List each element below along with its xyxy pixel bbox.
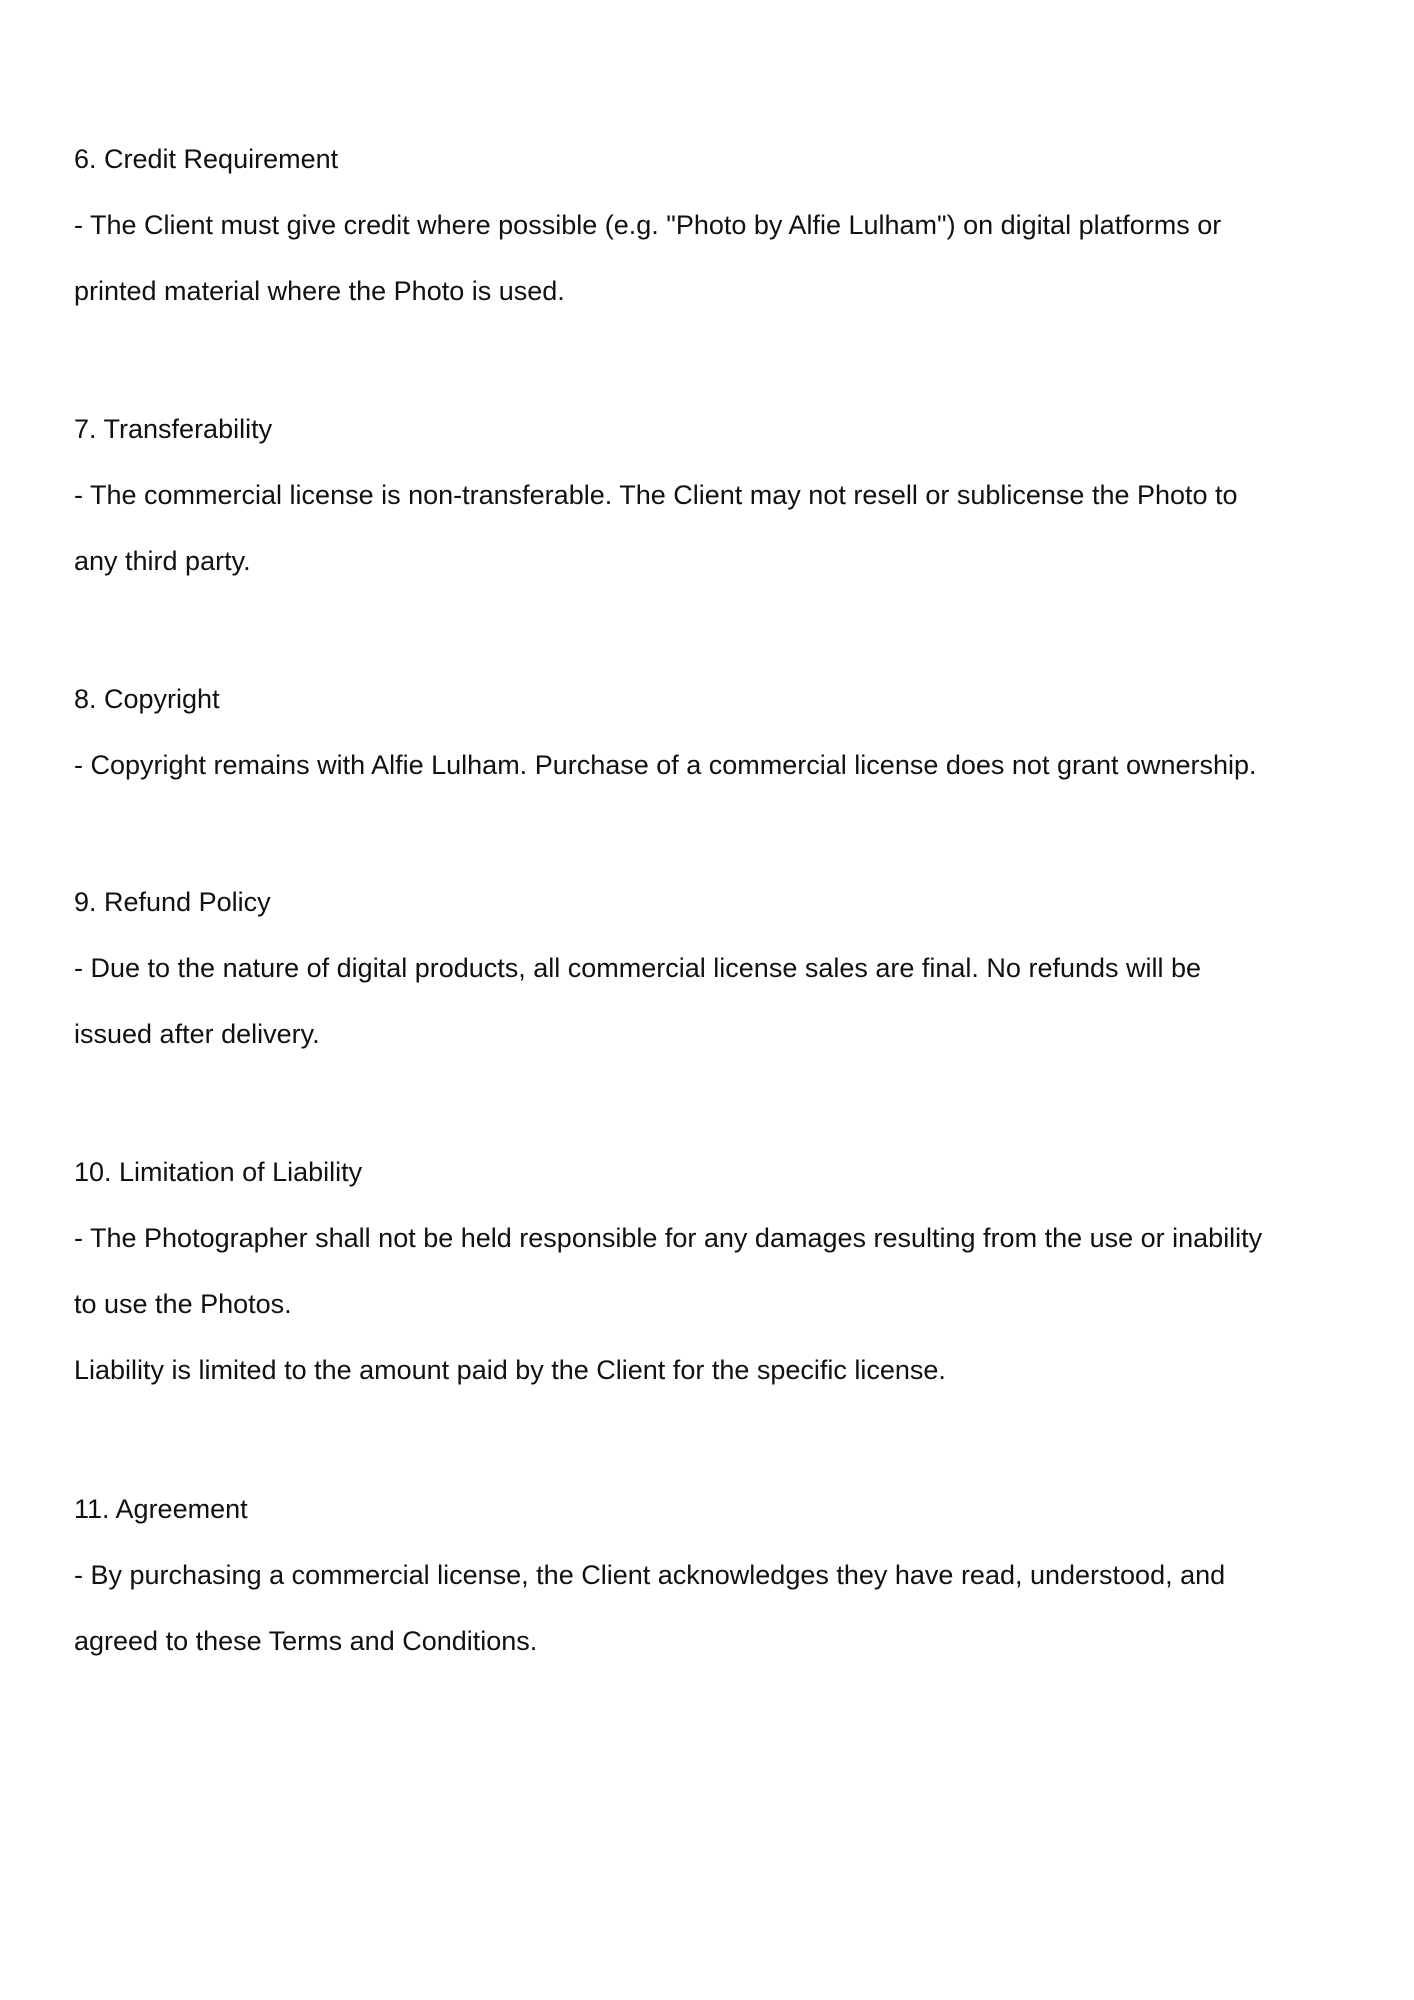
- section-text-line: - Due to the nature of digital products, all commercial license sales are final. No refunds will be: [74, 953, 1202, 983]
- section-heading: 8. Copyright: [74, 684, 220, 714]
- section-text-line: agreed to these Terms and Conditions.: [74, 1626, 538, 1656]
- section-text-line: Liability is limited to the amount paid by the Client for the specific license.: [74, 1355, 946, 1385]
- section-heading: 9. Refund Policy: [74, 887, 271, 917]
- section-heading: 10. Limitation of Liability: [74, 1157, 363, 1187]
- section-text-line: issued after delivery.: [74, 1019, 320, 1049]
- section-heading: 6. Credit Requirement: [74, 144, 339, 174]
- section-text-line: - Copyright remains with Alfie Lulham. Purchase of a commercial license does not grant ownership.: [74, 750, 1257, 780]
- section-text-line: - The commercial license is non-transferable. The Client may not resell or sublicense the Photo to: [74, 480, 1238, 510]
- section-text-line: any third party.: [74, 546, 251, 576]
- section-text-line: printed material where the Photo is used.: [74, 276, 565, 306]
- section-text-line: - The Client must give credit where possible (e.g. "Photo by Alfie Lulham") on digital platforms or: [74, 210, 1222, 240]
- section-text-line: - The Photographer shall not be held responsible for any damages resulting from the use or inability: [74, 1223, 1263, 1253]
- section-heading: 7. Transferability: [74, 414, 273, 444]
- section-heading: 11. Agreement: [74, 1494, 248, 1524]
- section-text-line: to use the Photos.: [74, 1289, 292, 1319]
- section-text-line: - By purchasing a commercial license, the Client acknowledges they have read, understood, and: [74, 1560, 1226, 1590]
